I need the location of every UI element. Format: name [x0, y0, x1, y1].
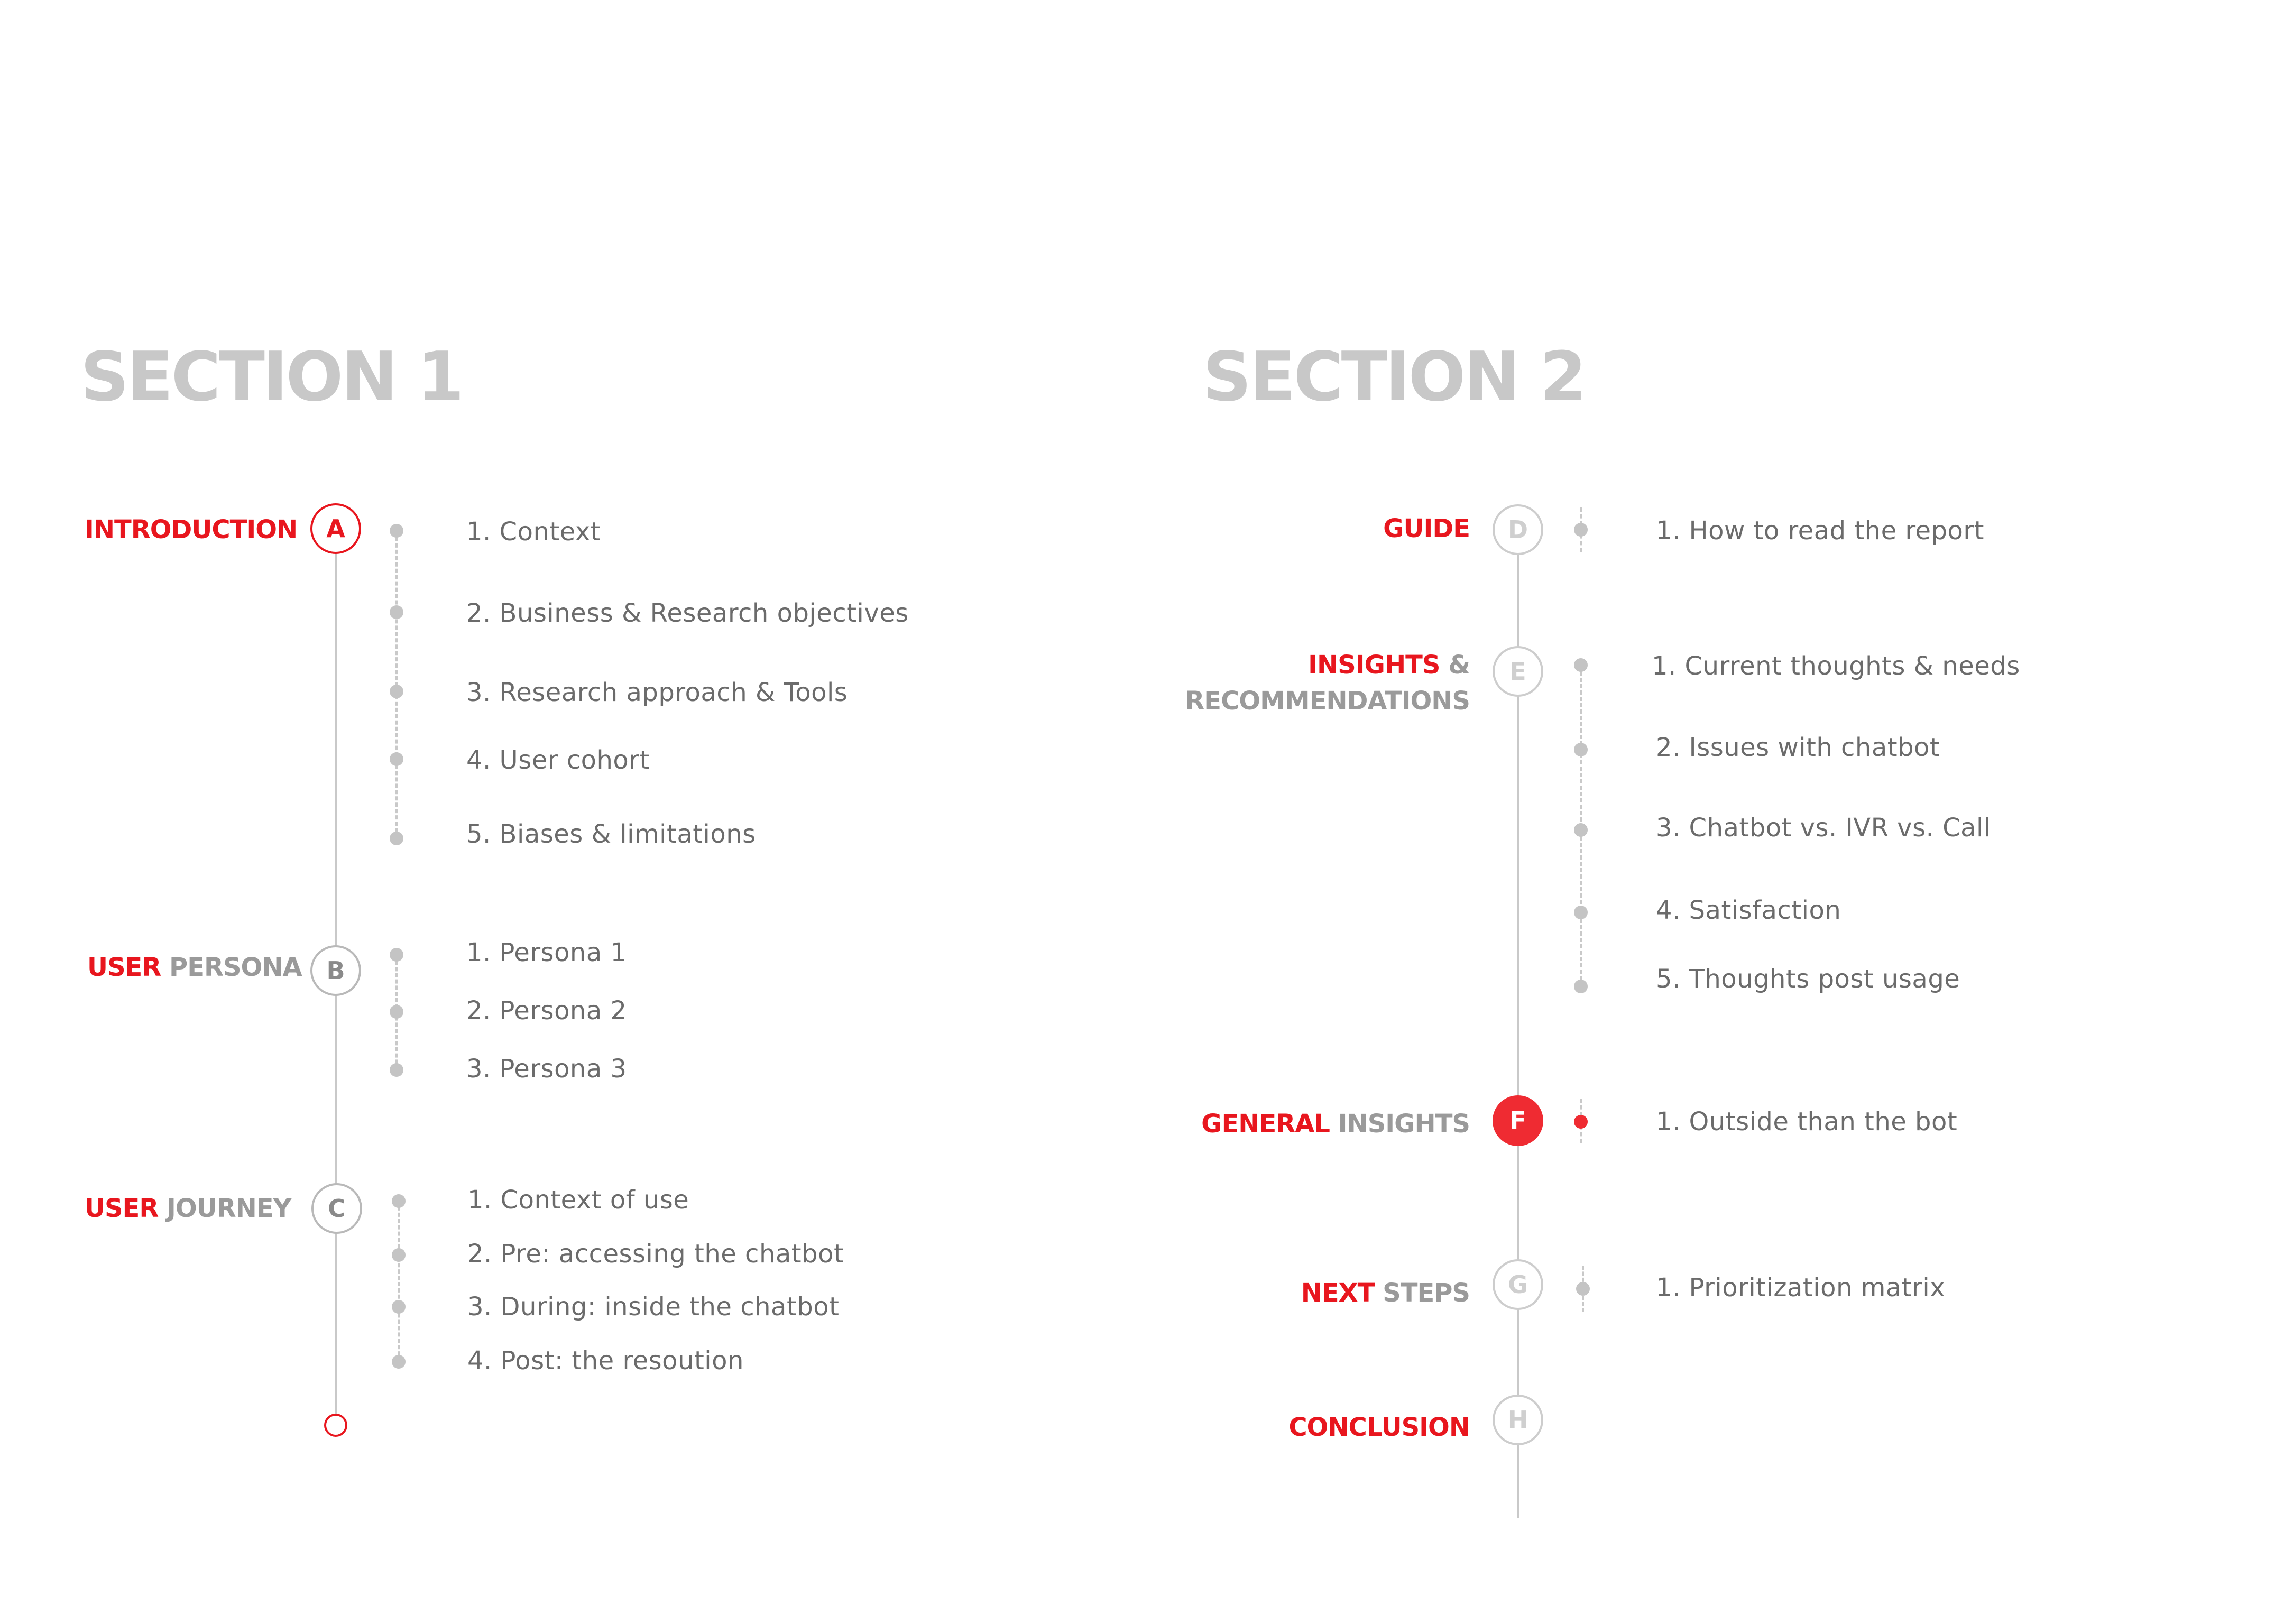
label-rest: JOURNEY	[167, 1194, 291, 1223]
item-dot	[390, 1005, 403, 1019]
marker-b[interactable]: B	[310, 945, 361, 996]
marker-d[interactable]: D	[1493, 504, 1543, 555]
item-dot	[390, 948, 403, 962]
item-dot	[390, 524, 403, 538]
label-accent: GENERAL	[1201, 1109, 1330, 1139]
list-item[interactable]: 3. During: inside the chatbot	[467, 1292, 840, 1322]
label-rest: INSIGHTS	[1338, 1109, 1470, 1139]
list-item[interactable]: 3. Persona 3	[466, 1054, 627, 1084]
list-item[interactable]: 4. User cohort	[466, 745, 650, 775]
label-next-steps[interactable]	[1301, 1276, 1470, 1311]
item-dot	[390, 685, 403, 698]
list-item[interactable]: 3. Research approach & Tools	[466, 678, 848, 707]
label-line2: RECOMMENDATIONS	[1185, 686, 1470, 716]
label-user-journey[interactable]	[85, 1191, 291, 1226]
item-dot	[390, 605, 403, 619]
list-item[interactable]: 2. Issues with chatbot	[1656, 733, 1940, 762]
label-rest: PERSONA	[169, 953, 302, 982]
label-amp: &	[1440, 650, 1470, 680]
label-introduction[interactable]: INTRODUCTION	[85, 515, 298, 545]
item-dot	[390, 752, 403, 766]
sub-timeline-c	[398, 1200, 400, 1362]
marker-a[interactable]: A	[310, 503, 361, 554]
label-user-persona[interactable]	[87, 950, 302, 985]
label-accent: INSIGHTS	[1308, 650, 1440, 680]
section-1-title: SECTION 1	[80, 338, 463, 417]
list-item[interactable]: 2. Persona 2	[466, 996, 627, 1026]
list-item[interactable]: 1. How to read the report	[1656, 516, 1984, 546]
item-dot	[392, 1355, 406, 1369]
marker-c[interactable]: C	[311, 1183, 362, 1234]
list-item[interactable]: 1. Prioritization matrix	[1656, 1273, 1946, 1303]
list-item[interactable]: 5. Thoughts post usage	[1656, 964, 1960, 994]
item-dot	[1574, 980, 1588, 993]
list-item[interactable]: 4. Post: the resoution	[467, 1346, 744, 1376]
list-item[interactable]: 1. Current thoughts & needs	[1652, 651, 2020, 681]
label-insights-recommendations[interactable]	[1185, 647, 1470, 719]
item-dot	[1576, 1282, 1590, 1296]
marker-f[interactable]: F	[1493, 1095, 1543, 1146]
item-dot	[1574, 1115, 1588, 1129]
label-rest: STEPS	[1383, 1278, 1470, 1308]
item-dot	[392, 1194, 406, 1208]
label-accent: USER	[87, 953, 161, 982]
label-conclusion[interactable]: CONCLUSION	[1288, 1413, 1470, 1442]
item-dot	[1574, 523, 1588, 537]
label-general-insights[interactable]	[1201, 1106, 1470, 1141]
marker-g[interactable]: G	[1493, 1259, 1543, 1310]
label-guide[interactable]: GUIDE	[1383, 514, 1470, 543]
list-item[interactable]: 1. Context of use	[467, 1185, 689, 1215]
item-dot	[392, 1248, 406, 1262]
item-dot	[1574, 658, 1588, 672]
item-dot	[1574, 743, 1588, 756]
list-item[interactable]: 3. Chatbot vs. IVR vs. Call	[1656, 813, 1991, 843]
label-accent: USER	[85, 1194, 159, 1223]
list-item[interactable]: 4. Satisfaction	[1656, 896, 1841, 925]
item-dot	[390, 1063, 403, 1077]
list-item[interactable]: 5. Biases & limitations	[466, 819, 756, 849]
list-item[interactable]: 1. Context	[466, 517, 601, 547]
item-dot	[390, 832, 403, 845]
list-item[interactable]: 1. Outside than the bot	[1656, 1107, 1958, 1137]
list-item[interactable]: 2. Pre: accessing the chatbot	[467, 1239, 844, 1269]
section-2-title: SECTION 2	[1203, 338, 1585, 417]
label-accent: NEXT	[1301, 1278, 1375, 1308]
item-dot	[392, 1300, 406, 1314]
marker-e[interactable]: E	[1493, 646, 1543, 697]
marker-h[interactable]: H	[1493, 1395, 1543, 1445]
list-item[interactable]: 2. Business & Research objectives	[466, 598, 909, 628]
item-dot	[1574, 906, 1588, 919]
timeline-end-marker	[324, 1414, 347, 1437]
item-dot	[1574, 823, 1588, 837]
list-item[interactable]: 1. Persona 1	[466, 938, 627, 967]
